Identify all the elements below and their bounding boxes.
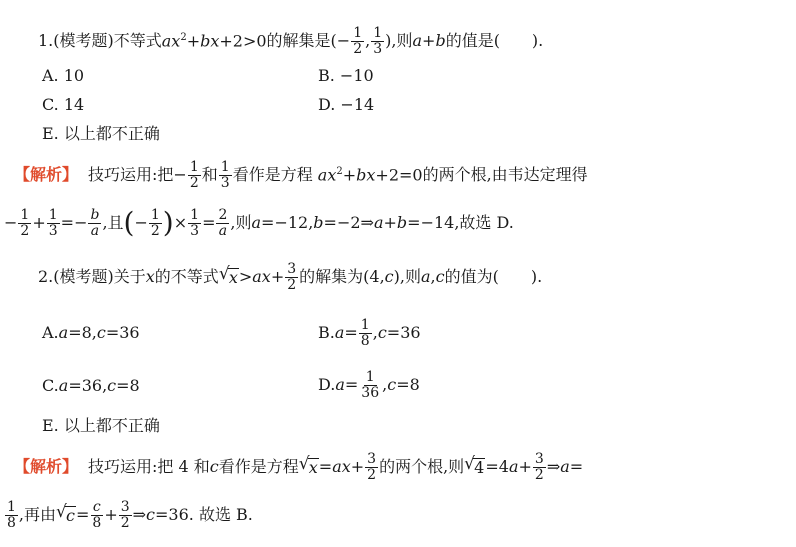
analysis-tag: 【解析】 — [14, 457, 79, 477]
fraction: $\frac{3}{2}$ — [120, 499, 130, 531]
q2-option-b[interactable]: B.a= $\frac{1}{8}$ ,c=36 — [318, 317, 421, 349]
fraction: $\frac{2}{a}$ — [218, 207, 228, 239]
analysis-tag: 【解析】 — [14, 165, 79, 185]
fraction: $\frac{1}{36}$ — [361, 369, 380, 401]
fraction: $\frac{1}{2}$ — [189, 159, 199, 191]
sqrt: √ x — [298, 453, 318, 477]
q1-inequality: $ax^2+bx+2>0$ — [161, 31, 267, 51]
q2-option-a[interactable]: A.a=8,c=36 — [42, 322, 140, 342]
q2-option-e[interactable]: E. 以上都不正确 — [42, 416, 160, 435]
q1-analysis-line2: − $\frac{1}{2}$ + $\frac{1}{3}$ =− $\frac{b}{a}$ ,且(− $\frac{1}{2}$ )× $\frac{1}{3}$ = $\frac{2}{a}$ ,则a=−12,b=−2⇒a+b=−14,故选 D. — [4, 206, 514, 240]
q2-analysis-line2: $\frac{1}{8}$ ,再由 √ c= $\frac{c}{8}$ + $\frac{3}{2}$ ⇒c=36. 故选 B. — [7, 499, 253, 531]
fraction: $\frac{c}{8}$ — [92, 499, 102, 531]
sqrt: √ c — [56, 501, 75, 525]
q1-analysis-line1: 【解析】 技巧运用:把− $\frac{1}{2}$ 和 $\frac{1}{3}$ 看作是方程 $ax^2+bx+2=0$的两个根,由韦达定理得 — [14, 159, 588, 191]
fraction: $\frac{1}{3}$ — [373, 25, 383, 57]
fraction: $\frac{b}{a}$ — [90, 207, 100, 239]
fraction: $\frac{1}{3}$ — [220, 159, 230, 191]
fraction: $\frac{1}{8}$ — [7, 499, 16, 531]
q1-option-e[interactable]: E. 以上都不正确 — [42, 124, 160, 143]
q1-option-d[interactable]: D. −14 — [318, 95, 375, 114]
fraction: $\frac{1}{2}$ — [150, 207, 160, 239]
fraction: $\frac{3}{2}$ — [367, 451, 377, 483]
sqrt: √ x — [218, 263, 238, 287]
q2-stem: 2.(模考题)关于x的不等式 √ x>ax+ $\frac{3}{2}$ 的解集为(4,c),则a,c的值为( ). — [38, 261, 543, 293]
fraction: $\frac{1}{3}$ — [48, 207, 58, 239]
q1-option-a[interactable]: A. 10 — [42, 66, 85, 85]
fraction: $\frac{1}{2}$ — [20, 207, 30, 239]
q1-option-b[interactable]: B. −10 — [318, 66, 374, 85]
q2-option-d[interactable]: D.a= $\frac{1}{36}$ ,c=8 — [318, 369, 420, 401]
fraction: $\frac{3}{2}$ — [287, 261, 297, 293]
fraction: $\frac{1}{3}$ — [190, 207, 200, 239]
q1-option-c[interactable]: C. 14 — [42, 95, 85, 114]
sqrt: √ 4 — [464, 453, 485, 477]
fraction: $\frac{1}{8}$ — [360, 317, 370, 349]
fraction: $\frac{3}{2}$ — [534, 451, 544, 483]
q2-option-c[interactable]: C.a=36,c=8 — [42, 375, 140, 395]
fraction: $\frac{1}{2}$ — [353, 25, 363, 57]
q1-stem: 1.(模考题)不等式$ax^2+bx+2>0$的解集是(− $\frac{1}{2}$ , $\frac{1}{3}$ ),则a+b的值是( ). — [38, 25, 544, 57]
q2-analysis-line1: 【解析】 技巧运用:把 4 和c看作是方程 √ x=ax+ $\frac{3}{2}$ 的两个根,则 √ 4=4a+ $\frac{3}{2}$ ⇒a= — [14, 451, 584, 483]
